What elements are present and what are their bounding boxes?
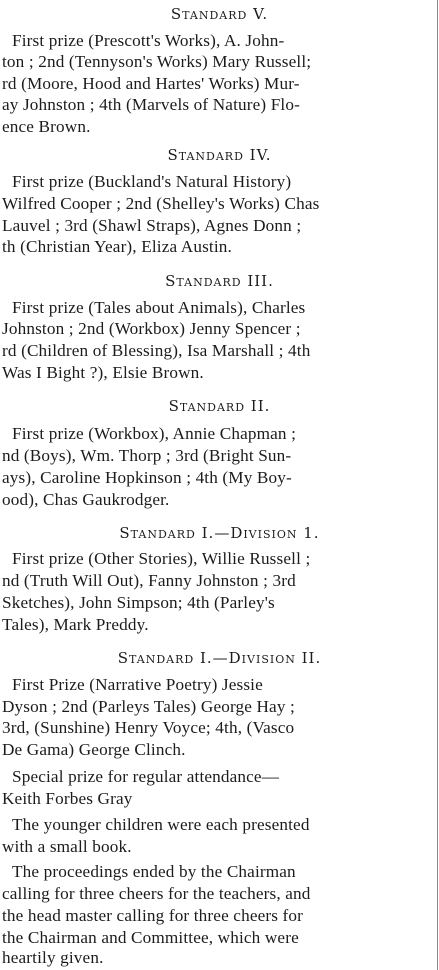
text-line: First prize (Other Stories), Willie Russell ; [12,549,311,568]
text-line: Johnston ; 2nd (Workbox) Jenny Spencer ; [2,319,301,338]
text-line: Sketches), John Simpson; 4th (Parley's [2,593,275,612]
text-line: De Gama) George Clinch. [2,740,186,759]
text-line: First prize (Tales about Animals), Charles [12,298,306,317]
text-line: Wilfred Cooper ; 2nd (Shelley's Works) Chas [2,194,320,213]
text-line: Lauvel ; 3rd (Shawl Straps), Agnes Donn ; [2,216,302,235]
paragraph-line: with a small book. [2,837,132,856]
section-heading-standard-iii: Standard III. [165,272,274,290]
text-line: nd (Boys), Wm. Thorp ; 3rd (Bright Sun- [2,446,292,465]
section-heading-standard-ii: Standard II. [168,397,271,415]
text-line: th (Christian Year), Eliza Austin. [2,237,232,256]
text-line: First prize (Prescott's Works), A. John- [12,31,285,50]
paragraph-line: The proceedings ended by the Chairman [12,862,296,881]
text-line: First prize (Workbox), Annie Chapman ; [12,424,297,443]
text-line: Tales), Mark Preddy. [2,615,149,634]
special-prize-line: Keith Forbes Gray [2,789,133,808]
text-line: 3rd, (Sunshine) Henry Voyce; 4th, (Vasco [2,718,295,737]
text-line: ays), Caroline Hopkinson ; 4th (My Boy- [2,468,292,487]
section-heading-standard-iv: Standard IV. [167,146,272,164]
section-heading-standard-i-division-1: Standard I.—Division 1. [119,524,320,542]
paragraph-line: calling for three cheers for the teachers, and [2,884,311,903]
special-prize-line: Special prize for regular attendance— [12,767,280,786]
paragraph-line: the Chairman and Committee, which were [2,928,299,947]
text-line: Dyson ; 2nd (Parleys Tales) George Hay ; [2,697,295,716]
text-line: ton ; 2nd (Tennyson's Works) Mary Russell; [2,52,312,71]
paragraph-line: the head master calling for three cheers for [2,906,304,925]
paragraph-line: The younger children were each presented [12,815,310,834]
section-heading-standard-v: Standard V. [170,5,269,23]
section-heading-standard-i-division-ii: Standard I.—Division II. [117,649,322,667]
paragraph-line: heartily given. [2,948,104,967]
text-line: rd (Children of Blessing), Isa Marshall ; 4th [2,341,311,360]
text-line: First prize (Buckland's Natural History) [12,172,292,191]
text-line: ood), Chas Gaukrodger. [2,490,170,509]
text-line: ay Johnston ; 4th (Marvels of Nature) Flo- [2,95,300,114]
text-line: ence Brown. [2,117,91,136]
text-line: Was I Bight ?), Elsie Brown. [2,363,204,382]
text-line: rd (Moore, Hood and Hartes' Works) Mur- [2,74,300,93]
text-line: First Prize (Narrative Poetry) Jessie [12,675,263,694]
text-line: nd (Truth Will Out), Fanny Johnston ; 3rd [2,571,296,590]
